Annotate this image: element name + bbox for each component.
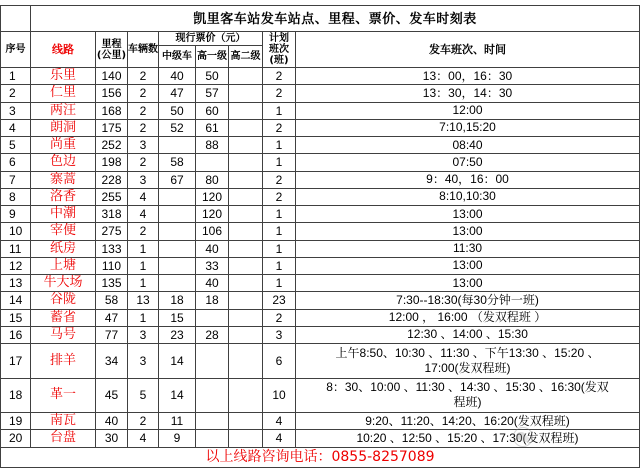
schedule-line: 上午8:50、10:30 、11:30 、下午13:30 、15:20 、 [335,345,600,360]
header-schedule: 发车班次、时间 [296,32,640,68]
route-name-cell: 排羊 [31,344,96,379]
fare-mid-cell: 52 [159,119,196,136]
fare-high1-cell: 88 [196,137,229,154]
fare-mid-cell: 11 [159,413,196,430]
vehicle-count-cell: 1 [128,257,159,274]
vehicle-count-cell: 2 [128,102,159,119]
vehicle-count-cell: 2 [128,154,159,171]
mileage-cell: 140 [96,68,128,85]
fare-high2-cell [229,309,263,326]
fare-high2-cell [229,413,263,430]
vehicle-count-cell: 4 [128,430,159,447]
schedule-cell [296,154,640,171]
schedule-cell [296,326,640,343]
table-row [1,413,640,430]
fare-mid-cell [159,188,196,205]
title-row [1,6,640,32]
schedule-cell [296,257,640,274]
footer-row [1,447,640,467]
table-row [1,257,640,274]
fare-mid-cell [159,137,196,154]
fare-mid-cell [159,223,196,240]
fare-high1-cell: 57 [196,85,229,102]
fare-high1-cell: 60 [196,102,229,119]
schedule-line: 13:00 [452,275,483,290]
fare-high2-cell [229,240,263,257]
schedule-line: 8:10,10:30 [439,189,496,204]
mileage-cell: 77 [96,326,128,343]
vehicle-count-cell: 4 [128,206,159,223]
vehicle-count-cell: 2 [128,223,159,240]
fare-mid-cell: 47 [159,85,196,102]
schedule-cell [296,240,640,257]
fare-mid-cell: 15 [159,309,196,326]
timetable [0,5,640,468]
schedule-cell [296,102,640,119]
mileage-cell: 34 [96,344,128,379]
header-planned-line: 班次 [269,44,289,55]
vehicle-count-cell: 3 [128,326,159,343]
row-number-cell: 15 [1,309,31,326]
fare-high2-cell [229,257,263,274]
mileage-cell: 156 [96,85,128,102]
fare-high1-cell: 18 [196,292,229,309]
route-name-cell: 蓄省 [31,309,96,326]
schedule-line: 08:40 [452,137,483,152]
timetable-sheet [0,5,639,468]
planned-trips-cell: 2 [263,171,296,188]
row-number-cell: 20 [1,430,31,447]
fare-high1-cell: 80 [196,171,229,188]
route-name-cell: 仁里 [31,85,96,102]
table-row [1,119,640,136]
header-planned-unit: (班) [269,55,289,66]
schedule-line: 13：30，14：30 [422,85,513,100]
mileage-cell: 198 [96,154,128,171]
table-row [1,85,640,102]
route-name-cell: 台盘 [31,430,96,447]
schedule-cell [296,309,640,326]
route-name-cell: 牛大场 [31,275,96,292]
planned-trips-cell: 2 [263,119,296,136]
route-name-cell: 两汪 [31,102,96,119]
header-fare-mid: 中级车 [159,46,196,68]
row-number-cell: 9 [1,206,31,223]
schedule-line: 12:00 [452,103,483,118]
schedule-line: 7:10,15:20 [439,120,496,135]
vehicle-count-cell: 3 [128,344,159,379]
schedule-line: 13:00 [452,206,483,221]
planned-trips-cell: 1 [263,102,296,119]
fare-high2-cell [229,119,263,136]
table-row [1,430,640,447]
fare-high2-cell [229,378,263,413]
fare-high2-cell [229,188,263,205]
header-fare: 现行票价（元） [159,32,263,46]
route-name-cell: 寨蒿 [31,171,96,188]
title-corner-cell [1,6,31,32]
row-number-cell: 10 [1,223,31,240]
route-name-cell: 革一 [31,378,96,413]
table-row [1,378,640,413]
vehicle-count-cell: 1 [128,240,159,257]
route-name-cell: 宰便 [31,223,96,240]
planned-trips-cell: 2 [263,85,296,102]
fare-high1-cell: 28 [196,326,229,343]
fare-high2-cell [229,85,263,102]
fare-high1-cell: 120 [196,206,229,223]
planned-trips-cell: 1 [263,154,296,171]
schedule-cell [296,206,640,223]
fare-high1-cell [196,378,229,413]
row-number-cell: 2 [1,85,31,102]
fare-high1-cell: 40 [196,275,229,292]
planned-trips-cell: 6 [263,344,296,379]
mileage-cell: 318 [96,206,128,223]
row-number-cell: 16 [1,326,31,343]
vehicle-count-cell: 13 [128,292,159,309]
vehicle-count-cell: 3 [128,171,159,188]
table-row [1,240,640,257]
vehicle-count-cell: 4 [128,188,159,205]
header-route: 线路 [31,32,96,68]
mileage-cell: 168 [96,102,128,119]
row-number-cell: 4 [1,119,31,136]
mileage-cell: 110 [96,257,128,274]
planned-trips-cell: 10 [263,378,296,413]
fare-high1-cell: 106 [196,223,229,240]
schedule-cell [296,344,640,379]
fare-mid-cell [159,257,196,274]
schedule-line: 10:20 、12:50 、15:20 、17:30(发双程班) [356,430,579,445]
planned-trips-cell: 2 [263,309,296,326]
schedule-cell [296,188,640,205]
fare-high1-cell [196,430,229,447]
mileage-cell: 40 [96,413,128,430]
planned-trips-cell: 2 [263,68,296,85]
schedule-cell [296,413,640,430]
fare-high2-cell [229,137,263,154]
row-number-cell: 17 [1,344,31,379]
route-name-cell: 南瓦 [31,413,96,430]
mileage-cell: 30 [96,430,128,447]
schedule-cell [296,292,640,309]
fare-high2-cell [229,206,263,223]
header-mileage-unit: (公里) [96,49,127,61]
row-number-cell: 6 [1,154,31,171]
row-number-cell: 12 [1,257,31,274]
footer-hotline: 以上线路咨询电话：0855-8257089 [1,447,640,467]
route-name-cell: 朗洞 [31,119,96,136]
schedule-line: 13:00 [452,223,483,238]
header-mileage [96,32,128,68]
table-row [1,344,640,379]
schedule-line: 17:00(发双程班) [424,360,511,375]
fare-high1-cell: 33 [196,257,229,274]
route-name-cell: 谷陇 [31,292,96,309]
fare-mid-cell: 18 [159,292,196,309]
schedule-cell [296,171,640,188]
row-number-cell: 14 [1,292,31,309]
header-planned [263,32,296,68]
route-name-cell: 色边 [31,154,96,171]
table-row [1,137,640,154]
fare-mid-cell: 23 [159,326,196,343]
planned-trips-cell: 4 [263,413,296,430]
schedule-line: 13：00，16：30 [422,68,513,83]
planned-trips-cell: 1 [263,223,296,240]
header-vehicles: 车辆数 [128,32,159,68]
schedule-cell [296,430,640,447]
row-number-cell: 7 [1,171,31,188]
table-row [1,223,640,240]
fare-mid-cell: 14 [159,344,196,379]
schedule-line: 12:00 ， 16:00 （发双程班 ） [388,310,547,325]
route-name-cell: 乐里 [31,68,96,85]
fare-high1-cell [196,344,229,379]
schedule-cell [296,119,640,136]
route-name-cell: 尚重 [31,137,96,154]
row-number-cell: 11 [1,240,31,257]
vehicle-count-cell: 2 [128,68,159,85]
header-fare-high2: 高二级 [229,46,263,68]
mileage-cell: 58 [96,292,128,309]
header-index: 序号 [1,32,31,68]
fare-high1-cell: 120 [196,188,229,205]
fare-high1-cell [196,154,229,171]
mileage-cell: 135 [96,275,128,292]
route-name-cell: 马号 [31,326,96,343]
mileage-cell: 252 [96,137,128,154]
vehicle-count-cell: 1 [128,275,159,292]
mileage-cell: 255 [96,188,128,205]
planned-trips-cell: 3 [263,326,296,343]
vehicle-count-cell: 1 [128,309,159,326]
planned-trips-cell: 1 [263,257,296,274]
table-row [1,68,640,85]
mileage-cell: 275 [96,223,128,240]
fare-high1-cell: 50 [196,68,229,85]
table-row [1,188,640,205]
table-row [1,102,640,119]
schedule-line: 11:30 [452,241,483,256]
schedule-cell [296,378,640,413]
schedule-line: 程班) [453,395,482,410]
planned-trips-cell: 2 [263,188,296,205]
header-row [1,32,640,46]
header-fare-high1: 高一级 [196,46,229,68]
schedule-line: 7:30--18:30(每30分钟一班) [396,292,539,307]
fare-high2-cell [229,154,263,171]
planned-trips-cell: 1 [263,206,296,223]
fare-high1-cell [196,309,229,326]
planned-trips-cell: 23 [263,292,296,309]
fare-high2-cell [229,292,263,309]
header-planned-line: 计划 [269,33,289,44]
fare-high2-cell [229,223,263,240]
mileage-cell: 47 [96,309,128,326]
fare-high2-cell [229,171,263,188]
schedule-line: 9：40，16：00 [426,172,509,187]
fare-high2-cell [229,430,263,447]
fare-high2-cell [229,326,263,343]
route-name-cell: 中潮 [31,206,96,223]
row-number-cell: 3 [1,102,31,119]
mileage-cell: 228 [96,171,128,188]
table-row [1,326,640,343]
vehicle-count-cell: 3 [128,137,159,154]
table-row [1,206,640,223]
fare-high2-cell [229,68,263,85]
fare-high1-cell: 61 [196,119,229,136]
row-number-cell: 19 [1,413,31,430]
vehicle-count-cell: 2 [128,413,159,430]
row-number-cell: 1 [1,68,31,85]
fare-mid-cell: 50 [159,102,196,119]
schedule-line: 13:00 [452,258,483,273]
schedule-cell [296,223,640,240]
mileage-cell: 45 [96,378,128,413]
route-name-cell: 纸房 [31,240,96,257]
fare-mid-cell: 40 [159,68,196,85]
row-number-cell: 5 [1,137,31,154]
fare-mid-cell: 14 [159,378,196,413]
planned-trips-cell: 1 [263,240,296,257]
schedule-cell [296,85,640,102]
planned-trips-cell: 1 [263,275,296,292]
vehicle-count-cell: 5 [128,378,159,413]
mileage-cell: 175 [96,119,128,136]
header-mileage-line: 里程 [101,38,122,50]
table-row [1,309,640,326]
vehicle-count-cell: 2 [128,85,159,102]
table-row [1,154,640,171]
mileage-cell: 133 [96,240,128,257]
schedule-cell [296,137,640,154]
planned-trips-cell: 1 [263,137,296,154]
vehicle-count-cell: 2 [128,119,159,136]
table-row [1,275,640,292]
fare-mid-cell: 9 [159,430,196,447]
row-number-cell: 18 [1,378,31,413]
schedule-line: 9:20、11:20、14:20、16:20(发双程班) [365,413,570,428]
fare-high1-cell [196,413,229,430]
row-number-cell: 8 [1,188,31,205]
schedule-line: 07:50 [452,154,483,169]
route-name-cell: 上塘 [31,257,96,274]
table-row [1,171,640,188]
schedule-cell [296,68,640,85]
table-row [1,292,640,309]
fare-high2-cell [229,275,263,292]
fare-high2-cell [229,344,263,379]
fare-high1-cell: 40 [196,240,229,257]
fare-mid-cell: 67 [159,171,196,188]
route-name-cell: 洛香 [31,188,96,205]
fare-high2-cell [229,102,263,119]
fare-mid-cell [159,240,196,257]
fare-mid-cell: 58 [159,154,196,171]
schedule-line: 8：30、10:00 、11:30 、14:30 、15:30 、16:30(发双 [326,380,609,395]
fare-mid-cell [159,275,196,292]
schedule-line: 12:30 、14:00 、15:30 [407,327,528,342]
planned-trips-cell: 4 [263,430,296,447]
fare-mid-cell [159,206,196,223]
row-number-cell: 13 [1,275,31,292]
schedule-cell [296,275,640,292]
table-title: 凯里客车站发车站点、里程、票价、发车时刻表 [31,6,640,32]
